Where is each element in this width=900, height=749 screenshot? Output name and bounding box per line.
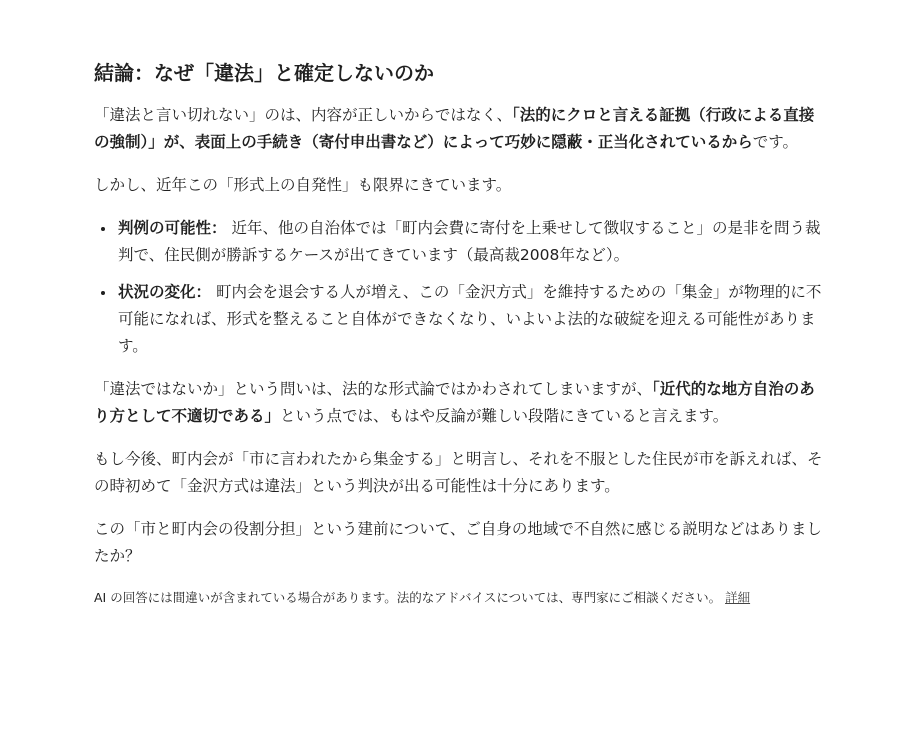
- bullet-list: [94, 215, 824, 360]
- details-link[interactable]: 詳細: [725, 590, 751, 605]
- conclusion-heading: 結論：なぜ「違法」と確定しないのか: [94, 61, 434, 85]
- paragraph-question-text: 「違法ではないか」という問いは、法的な形式論ではかわされてしまいますが、: [94, 380, 653, 398]
- paragraph-question-end: という点では、もはや反論が難しい段階にきていると言えます。: [280, 407, 729, 425]
- paragraph-followup: この「市と町内会の役割分担」という建前について、ご自身の地域で不自然に感じる説明などはありましたか？: [94, 520, 822, 565]
- paragraph-intro-bold: 「法的にクロと言える証拠（行政による直接の強制）」が、表面上の手続き（寄付申出書など）によって巧妙に隠蔽・正当化されているから: [94, 106, 815, 151]
- list-item-precedent: [116, 215, 824, 269]
- list-item-text: 町内会を退会する人が増え、この「金沢方式」を維持するための「集金」が物理的に不可能になれば、形式を整えること自体ができなくなり、いよいよ法的な破綻を迎える可能性があります。: [118, 283, 822, 355]
- list-item-text: 近年、他の自治体では「町内会費に寄付を上乗せして徴収すること」の是非を問う裁判で、住民側が勝訴するケースが出てきています（最高裁2008年など）。: [118, 219, 821, 264]
- paragraph-intro: [94, 102, 824, 156]
- disclaimer-text: AI の回答には間違いが含まれている場合があります。法的なアドバイスについては、専門家にご相談ください。: [94, 590, 726, 605]
- ai-disclaimer: [94, 588, 824, 608]
- paragraph-limit: しかし、近年この「形式上の自発性」も限界にきています。: [94, 176, 512, 194]
- paragraph-intro-text: 「違法と言い切れない」のは、内容が正しいからではなく、: [94, 106, 513, 124]
- list-item-label: 状況の変化：: [118, 283, 212, 301]
- list-item-change: [116, 279, 824, 360]
- paragraph-intro-end: です。: [752, 133, 799, 151]
- paragraph-future: もし今後、町内会が「市に言われたから集金する」と明言し、それを不服とした住民が市を訴えれば、その時初めて「金沢方式は違法」という判決が出る可能性は十分にあります。: [94, 450, 823, 495]
- paragraph-question-bold: 「近代的な地方自治のあり方として不適切である」: [94, 380, 815, 425]
- paragraph-question: [94, 376, 824, 430]
- list-item-label: 判例の可能性：: [118, 219, 227, 237]
- answer-content: [94, 58, 824, 608]
